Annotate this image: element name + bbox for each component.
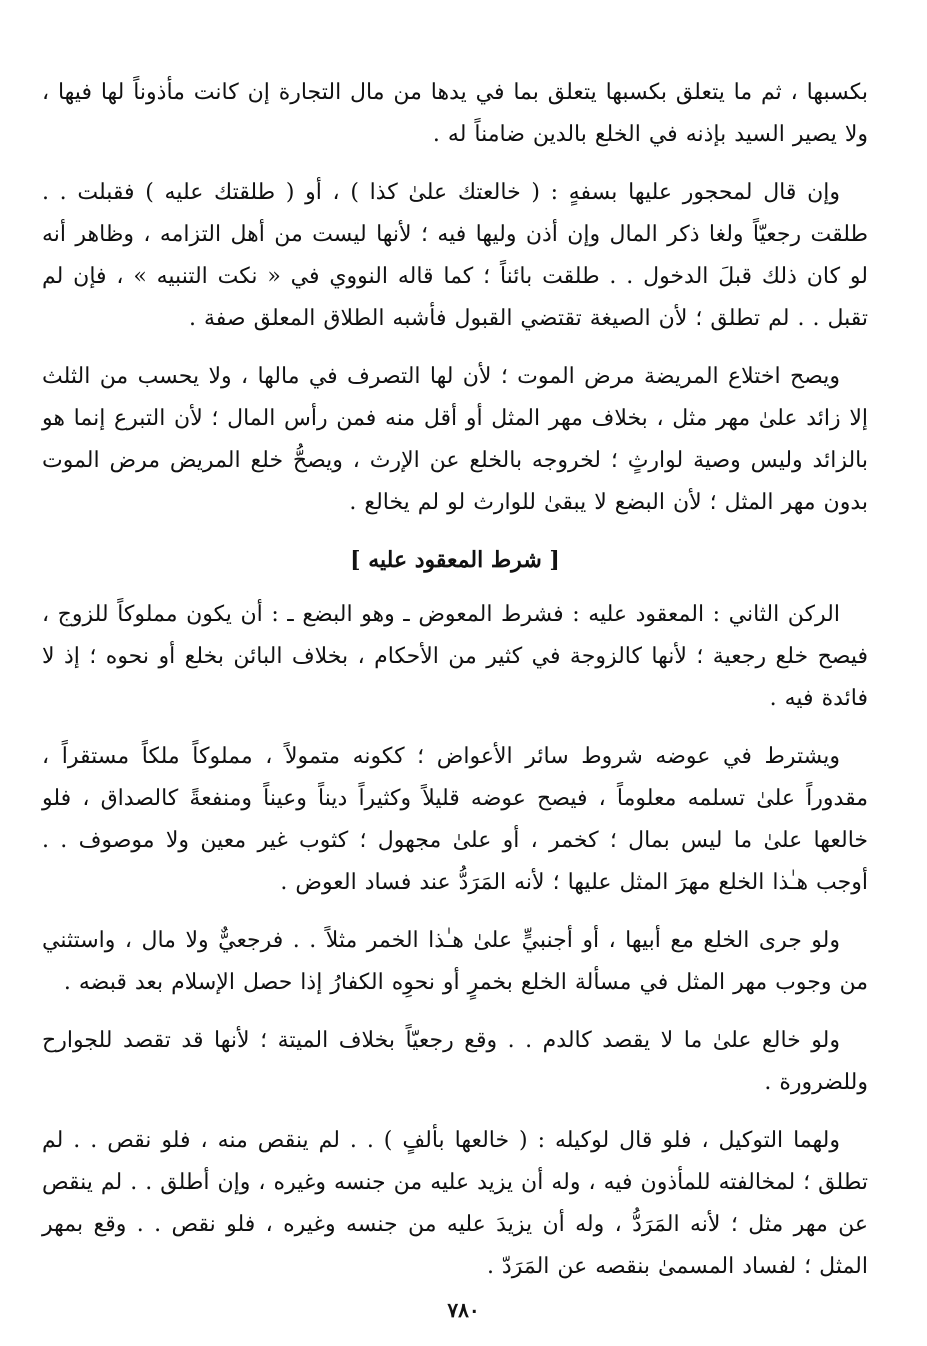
page-number: ٧٨٠ [447, 1298, 480, 1322]
paragraph-8: ولهما التوكيل ، فلو قال لوكيله : ( خالعها بألفٍ ) . . لم ينقص منه ، فلو نقص . . لم تطلق ؛ لمخالفته للمأذون فيه ، وله أن يزيد عليه من جنسه وغيره ، وإن أطلق . . لم ينقص عن مهر مثل ؛ لأنه المَرَدُّ ، وله أن يزيدَ عليه من جنسه وغيره ، فلو نقص . . وقع بمهر المثل ؛ لفساد المسمىٰ بنقصه عن المَرَدّ . [42, 1128, 868, 1279]
paragraph-4: الركن الثاني : المعقود عليه : فشرط المعوض ـ وهو البضع ـ : أن يكون مملوكاً للزوج ، فيصح خلع رجعية ؛ لأنها كالزوجة في كثير من الأحكام ، بخلاف البائن بخلع أو نحوه ؛ إذ لا فائدة فيه . [42, 602, 868, 711]
paragraph-1: بكسبها ، ثم ما يتعلق بكسبها يتعلق بما في يدها من مال التجارة إن كانت مأذوناً لها فيها ، ولا يصير السيد بإذنه في الخلع بالدين ضامناً له . [42, 80, 868, 147]
paragraph-7: ولو خالع علىٰ ما لا يقصد كالدم . . وقع رجعيّاً بخلاف الميتة ؛ لأنها قد تقصد للجوارح وللضرورة . [42, 1028, 868, 1095]
paragraph-5: ويشترط في عوضه شروط سائر الأعواض ؛ ككونه متمولاً ، مملوكاً ملكاً مستقراً ، مقدوراً علىٰ تسلمه معلوماً ، فيصح عوضه قليلاً وكثيراً ديناً وعيناً ومنفعةً كالصداق ، فلو خالعها علىٰ ما ليس بمال ؛ كخمر ، أو علىٰ مجهول ؛ كثوب غير معين ولا موصوف . . أوجب هـٰذا الخلع مهرَ المثل عليها ؛ لأنه المَرَدُّ عند فساد العوض . [42, 744, 868, 895]
paragraph-3: ويصح اختلاع المريضة مرض الموت ؛ لأن لها التصرف في مالها ، ولا يحسب من الثلث إلا زائد علىٰ مهر مثل ، بخلاف مهر المثل أو أقل منه فمن رأس المال ؛ لأن التبرع إنما هو بالزائد وليس وصية لوارثٍ ؛ لخروجه بالخلع عن الإرث ، ويصحُّ خلع المريض مرض الموت بدون مهر المثل ؛ لأن البضع لا يبقىٰ للوارث لو لم يخالع . [42, 364, 868, 515]
document-page [42, 72, 868, 1304]
paragraph-2: وإن قال لمحجور عليها بسفهٍ : ( خالعتك علىٰ كذا ) ، أو ( طلقتك عليه ) فقبلت . . طلقت رجعيّاً ولغا ذكر المال وإن أذن وليها فيه ؛ لأنها ليست من أهل التزامه ، وظاهر أنه لو كان ذلك قبلَ الدخول . . طلقت بائناً ؛ كما قاله النووي في « نكت التنبيه » ، فإن لم تقبل . . لم تطلق ؛ لأن الصيغة تقتضي القبول فأشبه الطلاق المعلق صفة . [42, 180, 868, 331]
section-heading: [ شرط المعقود عليه ] [350, 547, 560, 573]
paragraph-6: ولو جرى الخلع مع أبيها ، أو أجنبيٍّ علىٰ هـٰذا الخمر مثلاً . . فرجعيٌّ ولا مال ، واستثني من وجوب مهر المثل في مسألة الخلع بخمرٍ أو نحوِه الكفارُ إذا حصل الإسلام بعد قبضه . [42, 928, 868, 995]
